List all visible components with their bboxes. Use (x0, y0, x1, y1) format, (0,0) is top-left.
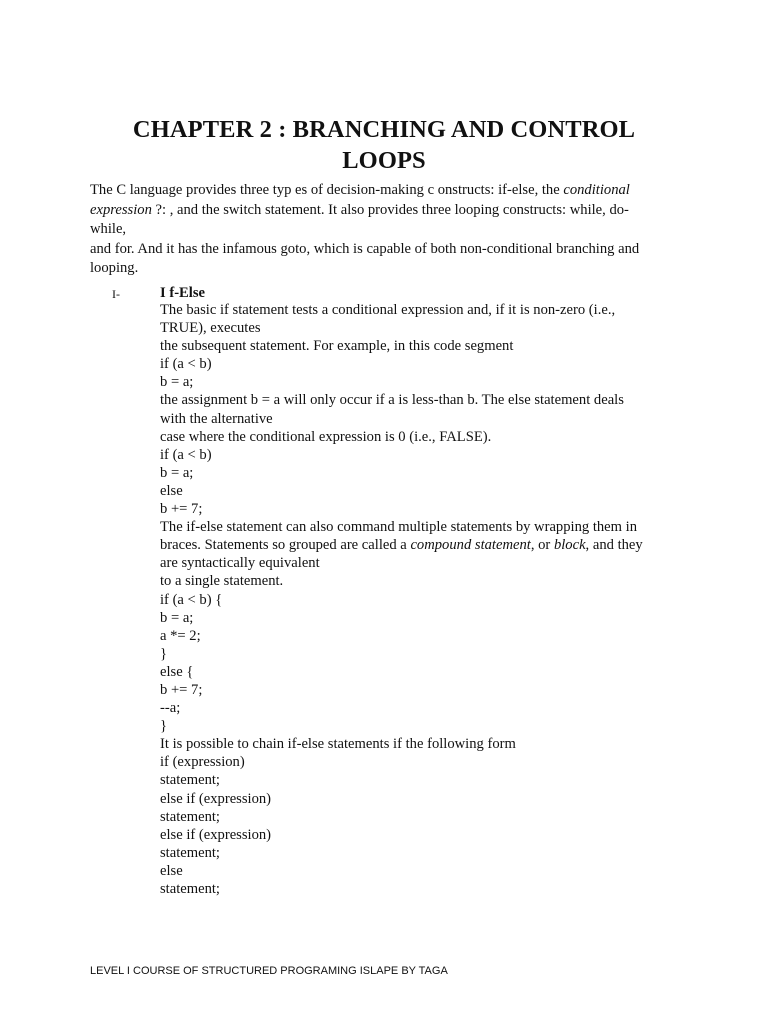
body-text: , or (530, 537, 554, 554)
intro-text: The C language provides three typ es of decision-making c onstructs: if-else, the (90, 182, 564, 198)
code-line: else if (expression) (160, 790, 272, 807)
body-line: case where the conditional expression is 0 (i.e., FALSE). (160, 428, 492, 445)
chapter-title-line-1: CHAPTER 2 : BRANCHING AND CONTROL (132, 116, 636, 143)
code-line: else if (expression) (160, 826, 272, 843)
body-line: the assignment b = a will only occur if a is less-than b. The else statement deals (160, 392, 624, 409)
code-line: b = a; (160, 464, 194, 481)
code-line: statement; (160, 844, 220, 861)
section-heading: I f-Else (160, 285, 205, 301)
intro-italic: conditional (563, 182, 630, 198)
page-footer: LEVEL I COURSE OF STRUCTURED PROGRAMING ISLAPE BY TAGA (90, 965, 448, 977)
code-line: if (a < b) (160, 356, 212, 373)
chapter-title-line-2: LOOPS (342, 147, 426, 174)
code-line: else { (160, 663, 194, 680)
code-line: statement; (160, 772, 220, 789)
intro-line (90, 181, 690, 201)
term-compound-statement: compound statement (410, 537, 531, 554)
code-line: statement; (160, 808, 220, 825)
body-line: The if-else statement can also command multiple statements by wrapping them in (160, 519, 638, 536)
code-line: else (160, 482, 183, 499)
code-line: if (a < b) (160, 446, 212, 463)
section-number: I- (112, 287, 120, 301)
intro-paragraph (90, 181, 690, 279)
body-text: braces. Statements so grouped are called a (160, 537, 411, 554)
code-line: b = a; (160, 374, 194, 391)
body-line: are syntactically equivalent (160, 555, 320, 572)
intro-line (90, 201, 690, 221)
body-line (160, 536, 690, 554)
code-line: b += 7; (160, 501, 203, 518)
code-line: } (160, 718, 168, 735)
code-line: b = a; (160, 609, 194, 626)
chapter-title (90, 114, 678, 176)
body-line: TRUE), executes (160, 320, 261, 337)
body-line: to a single statement. (160, 573, 284, 590)
intro-line: and for. And it has the infamous goto, which is capable of both non-conditional branching and (90, 240, 640, 257)
code-line: b += 7; (160, 681, 203, 698)
code-line: else (160, 862, 183, 879)
intro-line: while, (90, 221, 127, 237)
body-line: the subsequent statement. For example, in this code segment (160, 338, 514, 355)
body-text: , and they (585, 537, 643, 554)
code-line: a *= 2; (160, 627, 201, 644)
intro-line: looping. (90, 260, 139, 276)
intro-italic: expression (90, 201, 152, 218)
intro-text: ?: , and the switch statement. It also provides three looping constructs: while, do- (151, 201, 629, 218)
term-block: block (553, 537, 586, 554)
code-line: statement; (160, 881, 220, 897)
code-line: if (a < b) { (160, 591, 223, 608)
body-line: with the alternative (160, 410, 273, 427)
section-body (160, 301, 690, 898)
code-line: } (160, 645, 168, 662)
code-line: if (expression) (160, 754, 245, 771)
body-line: It is possible to chain if-else statements if the following form (160, 736, 516, 753)
code-line: --a; (160, 700, 181, 717)
body-line: The basic if statement tests a conditional expression and, if it is non-zero (i.e., (160, 302, 616, 318)
